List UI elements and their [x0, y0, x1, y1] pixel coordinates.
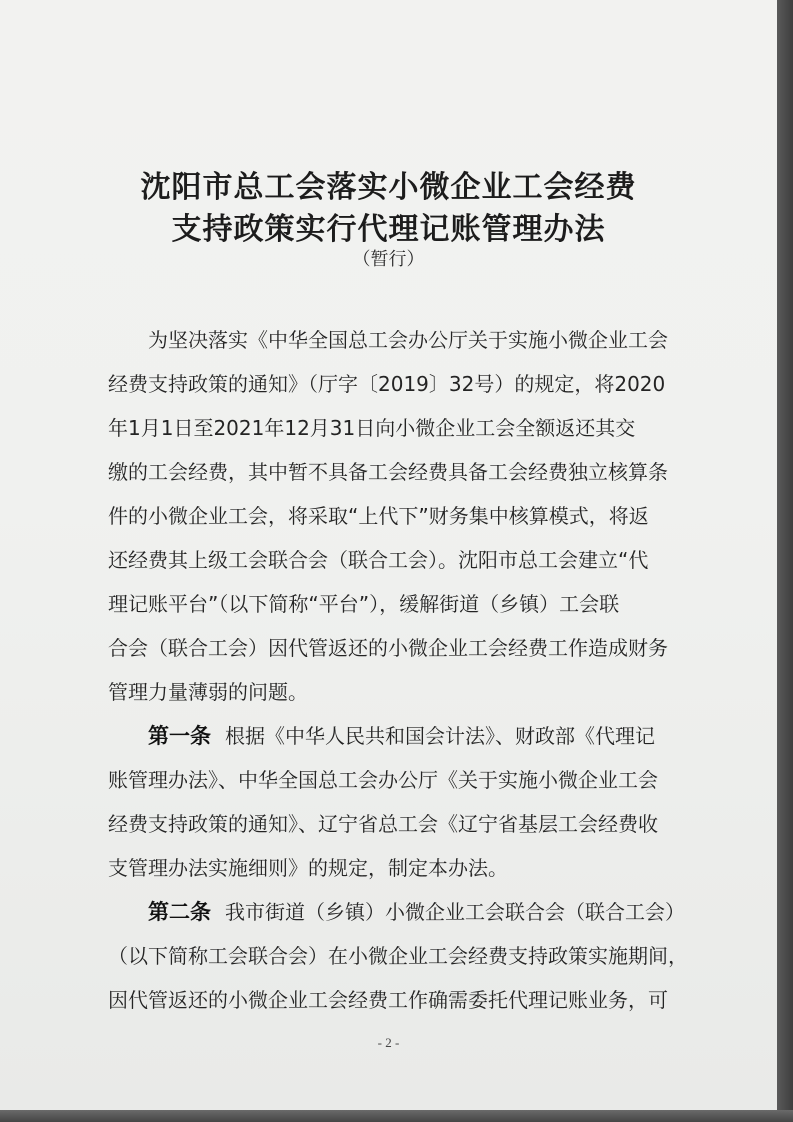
article-2-line: （以下简称工会联合会）在小微企业工会经费支持政策实施期间， [108, 944, 688, 968]
article-1-label: 第一条 [148, 723, 211, 748]
document-subtitle: （暂行） [352, 249, 425, 270]
page-number: - 2 - [377, 1035, 400, 1050]
article-2-line [148, 897, 685, 927]
article-2-label: 第二条 [148, 899, 211, 924]
document-title-line-2: 支持政策实行代理记账管理办法 [171, 212, 606, 247]
document-title-line-1: 沈阳市总工会落实小微企业工会经费 [140, 170, 637, 205]
article-1-text: 根据《中华人民共和国会计法》、财政部《代理记 [225, 724, 655, 748]
preamble-line: 件的小微企业工会，将采取“上代下”财务集中核算模式，将返 [108, 504, 649, 528]
article-2-text: 我市街道（乡镇）小微企业工会联合会（联合工会） [225, 900, 685, 924]
preamble-line: 管理力量薄弱的问题。 [108, 680, 308, 704]
preamble-line: 还经费其上级工会联合会（联合工会）。沈阳市总工会建立“代 [108, 548, 649, 572]
article-1-line: 经费支持政策的通知》、辽宁省总工会《辽宁省基层工会经费收 [108, 812, 658, 836]
preamble-line: 年1月1日至2021年12月31日向小微企业工会全额返还其交 [108, 416, 636, 440]
article-2-line: 因代管返还的小微企业工会经费工作确需委托代理记账业务，可 [108, 988, 668, 1012]
preamble-line: 理记账平台”（以下简称“平台”），缓解街道（乡镇）工会联 [108, 592, 620, 616]
preamble-line: 缴的工会经费，其中暂不具备工会经费具备工会经费独立核算条 [108, 460, 668, 484]
preamble-line: 合会（联合工会）因代管返还的小微企业工会经费工作造成财务 [108, 636, 668, 660]
preamble-line: 为坚决落实《中华全国总工会办公厅关于实施小微企业工会 [148, 328, 668, 352]
article-1-line: 账管理办法》、中华全国总工会办公厅《关于实施小微企业工会 [108, 768, 658, 792]
article-1-line [148, 721, 655, 751]
article-1-line: 支管理办法实施细则》的规定，制定本办法。 [108, 856, 508, 880]
page-bottom-shadow [0, 1110, 793, 1122]
page-edge-shadow [777, 0, 793, 1122]
preamble-line: 经费支持政策的通知》（厅字〔2019〕32号）的规定，将2020 [108, 372, 666, 396]
